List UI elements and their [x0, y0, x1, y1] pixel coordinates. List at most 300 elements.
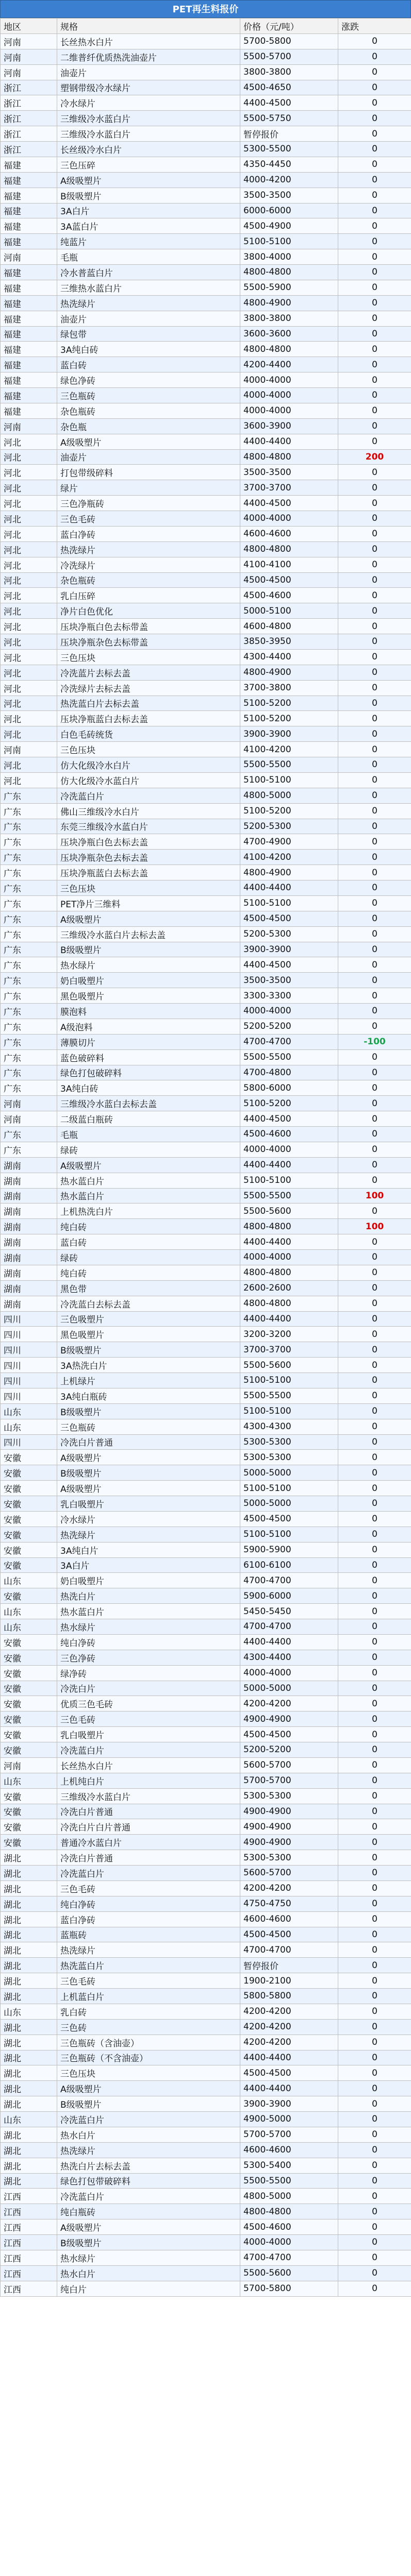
- cell-region: 福建: [1, 372, 57, 388]
- table-row: [1, 1358, 411, 1373]
- cell-change: 0: [338, 1234, 411, 1250]
- cell-change: 0: [338, 1989, 411, 2004]
- cell-region: 江西: [1, 2189, 57, 2204]
- cell-change: 0: [338, 142, 411, 157]
- cell-price: 3850-3950: [240, 634, 338, 650]
- cell-region: 安徽: [1, 1681, 57, 1696]
- cell-spec: B级吸塑片: [57, 1465, 240, 1481]
- cell-spec: 冷洗蓝白去标去盖: [57, 1296, 240, 1311]
- cell-spec: 压块净瓶白色去标去盖: [57, 834, 240, 850]
- cell-region: 河北: [1, 541, 57, 557]
- cell-region: 安徽: [1, 1557, 57, 1573]
- cell-price: 4800-4900: [240, 295, 338, 311]
- cell-region: 福建: [1, 265, 57, 280]
- cell-change: 0: [338, 1511, 411, 1527]
- cell-region: 河南: [1, 64, 57, 80]
- cell-change: 0: [338, 880, 411, 896]
- cell-change: 0: [338, 1342, 411, 1358]
- cell-region: 广东: [1, 942, 57, 957]
- cell-spec: 绿包带: [57, 326, 240, 342]
- cell-change: 0: [338, 1419, 411, 1434]
- cell-region: 广东: [1, 1019, 57, 1034]
- cell-spec: 冷洗白片普通: [57, 1804, 240, 1819]
- cell-price: 4800-4900: [240, 865, 338, 880]
- cell-spec: 杂色瓶砖: [57, 572, 240, 588]
- cell-price: 4800-4800: [240, 265, 338, 280]
- cell-price: 3700-3800: [240, 680, 338, 696]
- cell-change: 0: [338, 1542, 411, 1557]
- cell-price: 5100-5100: [240, 895, 338, 911]
- table-row: [1, 2050, 411, 2065]
- cell-region: 四川: [1, 1327, 57, 1342]
- table-row: [1, 1681, 411, 1696]
- cell-region: 河北: [1, 511, 57, 527]
- cell-price: 4400-4400: [240, 1634, 338, 1650]
- cell-price: 5300-5500: [240, 142, 338, 157]
- table-row: [1, 742, 411, 757]
- cell-price: 5800-5800: [240, 1989, 338, 2004]
- cell-change: 0: [338, 1681, 411, 1696]
- table-row: [1, 1542, 411, 1557]
- table-row: [1, 1450, 411, 1465]
- cell-spec: 冷洗蓝白片: [57, 2112, 240, 2127]
- cell-spec: B级吸塑片: [57, 2096, 240, 2112]
- table-row: [1, 557, 411, 572]
- table-row: [1, 1604, 411, 1619]
- table-row: [1, 2281, 411, 2296]
- cell-price: 5900-6000: [240, 1588, 338, 1604]
- cell-change: 0: [338, 2142, 411, 2158]
- table-row: [1, 1419, 411, 1434]
- cell-spec: A级吸塑片: [57, 1450, 240, 1465]
- table-row: [1, 1757, 411, 1773]
- cell-spec: 三色净砖: [57, 1650, 240, 1665]
- cell-region: 河北: [1, 757, 57, 773]
- cell-region: 广东: [1, 988, 57, 1004]
- table-row: [1, 757, 411, 773]
- cell-change: 0: [338, 1311, 411, 1327]
- cell-price: 5450-5450: [240, 1604, 338, 1619]
- table-row: [1, 1234, 411, 1250]
- cell-region: 河南: [1, 49, 57, 64]
- cell-change: 0: [338, 711, 411, 726]
- table-row: [1, 1465, 411, 1481]
- cell-region: 湖南: [1, 1280, 57, 1296]
- cell-spec: 绿砖: [57, 1142, 240, 1157]
- cell-price: 4400-4500: [240, 95, 338, 111]
- cell-change: 0: [338, 1958, 411, 1973]
- table-row: [1, 372, 411, 388]
- cell-spec: 绿色打包带破碎料: [57, 2173, 240, 2189]
- cell-region: 河北: [1, 696, 57, 711]
- header-spec: 规格: [57, 19, 240, 34]
- cell-change: 0: [338, 49, 411, 64]
- cell-price: 4000-4200: [240, 172, 338, 188]
- cell-spec: 绿片: [57, 480, 240, 496]
- cell-spec: 压块净瓶杂色去标去盖: [57, 850, 240, 865]
- cell-price: 4500-4600: [240, 2219, 338, 2235]
- cell-price: 5000-5100: [240, 603, 338, 619]
- cell-price: 4000-4000: [240, 1142, 338, 1157]
- cell-spec: 塑钢带级冷水绿片: [57, 80, 240, 95]
- cell-change: 0: [338, 1049, 411, 1065]
- table-row: [1, 1250, 411, 1265]
- cell-change: 0: [338, 1866, 411, 1881]
- cell-spec: B级吸塑片: [57, 2235, 240, 2250]
- table-row: [1, 772, 411, 788]
- cell-change: 0: [338, 465, 411, 480]
- cell-region: 安徽: [1, 1481, 57, 1496]
- cell-region: 广东: [1, 865, 57, 880]
- cell-change: 0: [338, 418, 411, 434]
- cell-region: 广东: [1, 819, 57, 834]
- table-row: [1, 172, 411, 188]
- cell-price: 3700-3700: [240, 480, 338, 496]
- cell-spec: 三色瓶砖: [57, 1419, 240, 1434]
- cell-region: 湖南: [1, 1296, 57, 1311]
- cell-change: 0: [338, 1927, 411, 1942]
- cell-change: 0: [338, 572, 411, 588]
- cell-spec: 热洗绿片: [57, 1942, 240, 1958]
- cell-price: 4500-4500: [240, 572, 338, 588]
- cell-region: 河北: [1, 665, 57, 680]
- table-row: [1, 1619, 411, 1635]
- table-row: [1, 680, 411, 696]
- cell-spec: 冷洗蓝白片: [57, 2189, 240, 2204]
- cell-change: 0: [338, 665, 411, 680]
- cell-region: 江西: [1, 2204, 57, 2219]
- table-row: [1, 865, 411, 880]
- cell-change: 0: [338, 1973, 411, 1989]
- table-row: [1, 2019, 411, 2035]
- cell-price: 4500-4500: [240, 2065, 338, 2081]
- cell-spec: 打包带级碎料: [57, 465, 240, 480]
- cell-price: 5900-5900: [240, 1542, 338, 1557]
- cell-spec: 薄膜切片: [57, 1034, 240, 1049]
- cell-region: 浙江: [1, 95, 57, 111]
- cell-region: 福建: [1, 157, 57, 172]
- cell-spec: 蓝白净砖: [57, 1911, 240, 1927]
- table-row: [1, 603, 411, 619]
- cell-spec: 纯蓝片: [57, 234, 240, 249]
- cell-price: 5000-5000: [240, 1465, 338, 1481]
- table-row: [1, 1096, 411, 1111]
- cell-region: 福建: [1, 295, 57, 311]
- cell-spec: 压块净瓶杂色去标带盖: [57, 634, 240, 650]
- cell-price: 3200-3200: [240, 1327, 338, 1342]
- table-row: [1, 2096, 411, 2112]
- table-row: [1, 449, 411, 465]
- cell-price: 4500-4500: [240, 911, 338, 926]
- cell-price: 4800-4800: [240, 2204, 338, 2219]
- cell-spec: 绿色打包破碎料: [57, 1065, 240, 1080]
- cell-region: 福建: [1, 234, 57, 249]
- cell-price: 4700-4700: [240, 1942, 338, 1958]
- cell-region: 福建: [1, 326, 57, 342]
- cell-price: 4750-4750: [240, 1896, 338, 1911]
- table-row: [1, 1327, 411, 1342]
- table-row: [1, 2127, 411, 2142]
- cell-change: 0: [338, 480, 411, 496]
- cell-region: 河南: [1, 1757, 57, 1773]
- table-row: [1, 1711, 411, 1727]
- cell-change: 0: [338, 1204, 411, 1219]
- cell-change: 0: [338, 311, 411, 326]
- cell-spec: 三色毛砖: [57, 511, 240, 527]
- cell-change: 0: [338, 973, 411, 988]
- cell-region: 安徽: [1, 1819, 57, 1835]
- cell-price: 4500-4500: [240, 1727, 338, 1742]
- cell-change: 0: [338, 1880, 411, 1896]
- cell-spec: 压块净瓶白色去标带盖: [57, 619, 240, 634]
- cell-price: 4500-4900: [240, 218, 338, 234]
- table-row: [1, 403, 411, 418]
- cell-price: 4900-4900: [240, 1819, 338, 1835]
- table-row: [1, 649, 411, 665]
- cell-region: 河北: [1, 526, 57, 541]
- price-table: [0, 18, 411, 2297]
- cell-change: 0: [338, 1450, 411, 1465]
- table-row: [1, 511, 411, 527]
- table-row: [1, 480, 411, 496]
- cell-spec: 纯白净砖: [57, 1634, 240, 1650]
- table-header-row: [1, 19, 411, 34]
- cell-price: 4700-4700: [240, 1619, 338, 1635]
- cell-region: 安徽: [1, 1465, 57, 1481]
- cell-region: 湖南: [1, 1250, 57, 1265]
- cell-change: 0: [338, 357, 411, 372]
- cell-region: 广东: [1, 1049, 57, 1065]
- cell-change: 0: [338, 265, 411, 280]
- cell-spec: 热水绿片: [57, 957, 240, 973]
- table-row: [1, 2035, 411, 2050]
- table-row: [1, 1927, 411, 1942]
- table-row: [1, 2065, 411, 2081]
- table-row: [1, 1942, 411, 1958]
- cell-spec: A级吸塑片: [57, 2081, 240, 2096]
- table-row: [1, 1850, 411, 1866]
- cell-price: 4500-4500: [240, 1927, 338, 1942]
- cell-spec: 热水白片: [57, 2265, 240, 2281]
- cell-price: 4400-4400: [240, 2081, 338, 2096]
- cell-change: 0: [338, 64, 411, 80]
- cell-change: 0: [338, 557, 411, 572]
- cell-change: 0: [338, 895, 411, 911]
- cell-change: 0: [338, 911, 411, 926]
- table-row: [1, 218, 411, 234]
- cell-change: 0: [338, 1157, 411, 1173]
- cell-spec: A级吸塑片: [57, 911, 240, 926]
- cell-price: 暂停报价: [240, 1958, 338, 1973]
- cell-spec: 3A纯白瓶砖: [57, 1388, 240, 1403]
- cell-region: 河南: [1, 742, 57, 757]
- cell-spec: 热洗绿片: [57, 295, 240, 311]
- cell-region: 广东: [1, 788, 57, 803]
- cell-change: 0: [338, 496, 411, 511]
- table-row: [1, 311, 411, 326]
- cell-spec: 佛山三维级冷水白片: [57, 803, 240, 819]
- header-region: 地区: [1, 19, 57, 34]
- cell-change: 0: [338, 957, 411, 973]
- cell-region: 广东: [1, 850, 57, 865]
- cell-region: 湖北: [1, 1880, 57, 1896]
- cell-price: 3800-3800: [240, 64, 338, 80]
- cell-price: 5300-5400: [240, 2158, 338, 2173]
- cell-change: 0: [338, 326, 411, 342]
- cell-region: 福建: [1, 218, 57, 234]
- cell-region: 湖北: [1, 2065, 57, 2081]
- cell-change: 0: [338, 1650, 411, 1665]
- cell-spec: 冷洗白片白片普通: [57, 1819, 240, 1835]
- cell-change: 0: [338, 1358, 411, 1373]
- cell-region: 浙江: [1, 126, 57, 142]
- cell-spec: 冷水绿片: [57, 1511, 240, 1527]
- cell-change: 0: [338, 850, 411, 865]
- cell-price: 5500-5700: [240, 49, 338, 64]
- cell-spec: 冷水普蓝白片: [57, 265, 240, 280]
- table-row: [1, 696, 411, 711]
- table-row: [1, 2142, 411, 2158]
- cell-price: 5500-5500: [240, 1188, 338, 1204]
- cell-region: 湖北: [1, 2050, 57, 2065]
- table-row: [1, 726, 411, 742]
- table-row: [1, 1880, 411, 1896]
- cell-price: 4800-4800: [240, 1219, 338, 1234]
- cell-price: 4700-4700: [240, 1034, 338, 1049]
- cell-price: 5500-5500: [240, 2173, 338, 2189]
- cell-price: 5200-5200: [240, 1019, 338, 1034]
- cell-price: 暂停报价: [240, 126, 338, 142]
- cell-price: 4000-4000: [240, 1004, 338, 1019]
- cell-price: 5500-5900: [240, 280, 338, 295]
- table-row: [1, 1866, 411, 1881]
- cell-change: 0: [338, 603, 411, 619]
- cell-region: 福建: [1, 403, 57, 418]
- cell-spec: 长丝热水白片: [57, 1757, 240, 1773]
- cell-spec: 纯白砖: [57, 1219, 240, 1234]
- table-row: [1, 1280, 411, 1296]
- cell-change: 0: [338, 588, 411, 603]
- cell-change: 0: [338, 1265, 411, 1280]
- cell-change: 0: [338, 1496, 411, 1512]
- cell-price: 4900-5000: [240, 2112, 338, 2127]
- table-row: [1, 1696, 411, 1711]
- cell-price: 4500-4600: [240, 588, 338, 603]
- table-row: [1, 1911, 411, 1927]
- cell-spec: 三色吸塑片: [57, 1311, 240, 1327]
- cell-change: 0: [338, 1481, 411, 1496]
- cell-region: 湖北: [1, 1942, 57, 1958]
- cell-region: 湖北: [1, 1866, 57, 1881]
- cell-spec: 三维级冷水蓝白片去标去盖: [57, 926, 240, 942]
- cell-price: 5100-5100: [240, 1481, 338, 1496]
- cell-spec: 膜泡料: [57, 1004, 240, 1019]
- cell-price: 5300-5300: [240, 1850, 338, 1866]
- cell-spec: 冷洗白片普通: [57, 1434, 240, 1450]
- table-row: [1, 1342, 411, 1358]
- cell-region: 湖北: [1, 2142, 57, 2158]
- cell-spec: 二级蓝白瓶砖: [57, 1111, 240, 1127]
- cell-region: 广东: [1, 803, 57, 819]
- table-row: [1, 80, 411, 95]
- table-row: [1, 1219, 411, 1234]
- cell-spec: 上机绿片: [57, 1373, 240, 1388]
- cell-spec: 3A白片: [57, 1557, 240, 1573]
- cell-region: 河南: [1, 418, 57, 434]
- cell-price: 4900-4900: [240, 1711, 338, 1727]
- table-row: [1, 2219, 411, 2235]
- table-body: [1, 33, 411, 2296]
- table-row: [1, 1434, 411, 1450]
- cell-change: 0: [338, 1588, 411, 1604]
- cell-price: 5300-5300: [240, 1788, 338, 1804]
- cell-spec: A级吸塑片: [57, 1481, 240, 1496]
- table-row: [1, 64, 411, 80]
- cell-spec: 3A蓝白片: [57, 218, 240, 234]
- cell-change: 0: [338, 2265, 411, 2281]
- table-row: [1, 2112, 411, 2127]
- cell-change: 0: [338, 295, 411, 311]
- cell-change: 0: [338, 172, 411, 188]
- cell-region: 四川: [1, 1342, 57, 1358]
- cell-spec: 三维热水蓝白片: [57, 280, 240, 295]
- cell-spec: B级吸塑片: [57, 942, 240, 957]
- table-row: [1, 49, 411, 64]
- cell-region: 河北: [1, 572, 57, 588]
- cell-change: 0: [338, 2281, 411, 2296]
- cell-region: 河北: [1, 603, 57, 619]
- cell-spec: 黑色带: [57, 1280, 240, 1296]
- table-row: [1, 619, 411, 634]
- cell-price: 5300-5300: [240, 1434, 338, 1450]
- cell-change: 0: [338, 1665, 411, 1681]
- cell-spec: 蓝瓶砖: [57, 1927, 240, 1942]
- table-row: [1, 280, 411, 295]
- cell-price: 4100-4200: [240, 850, 338, 865]
- table-row: [1, 1004, 411, 1019]
- cell-spec: 杂色瓶: [57, 418, 240, 434]
- cell-spec: 二维普纤优质热洗油壶片: [57, 49, 240, 64]
- cell-change: 0: [338, 1850, 411, 1866]
- cell-change: 0: [338, 1696, 411, 1711]
- table-row: [1, 1188, 411, 1204]
- cell-region: 福建: [1, 203, 57, 218]
- cell-change: 0: [338, 1004, 411, 1019]
- cell-change: 0: [338, 1080, 411, 1096]
- table-row: [1, 2004, 411, 2019]
- cell-price: 4100-4200: [240, 742, 338, 757]
- table-row: [1, 2204, 411, 2219]
- cell-change: 0: [338, 2158, 411, 2173]
- cell-spec: 普通冷水蓝白片: [57, 1835, 240, 1850]
- table-row: [1, 1127, 411, 1142]
- table-row: [1, 357, 411, 372]
- cell-region: 广东: [1, 926, 57, 942]
- cell-price: 4000-4000: [240, 388, 338, 403]
- table-row: [1, 819, 411, 834]
- table-row: [1, 973, 411, 988]
- table-row: [1, 1157, 411, 1173]
- cell-region: 湖南: [1, 1173, 57, 1188]
- cell-spec: 热洗绿片: [57, 1527, 240, 1542]
- cell-region: 河北: [1, 711, 57, 726]
- cell-change: 0: [338, 1527, 411, 1542]
- cell-region: 河北: [1, 772, 57, 788]
- cell-spec: 冷洗蓝片去标去盖: [57, 665, 240, 680]
- cell-region: 福建: [1, 280, 57, 295]
- cell-spec: 三色毛砖: [57, 1711, 240, 1727]
- table-row: [1, 434, 411, 449]
